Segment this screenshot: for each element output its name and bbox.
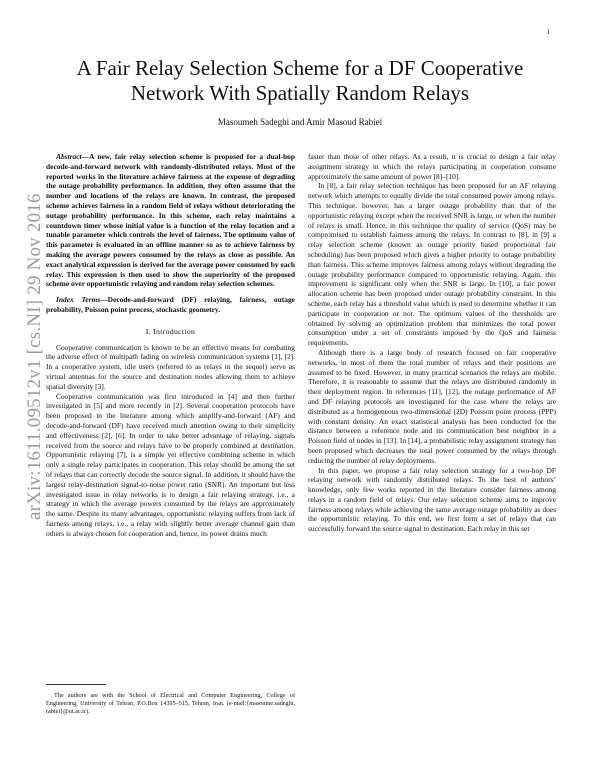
page-number: 1 [546,28,550,36]
footnote [46,692,295,716]
arxiv-identifier: arXiv:1611.09512v1 [cs.NI] 29 Nov 2016 [24,193,45,520]
abstract-label: Abstract [56,152,82,161]
index-terms-text: —Decode-and-forward (DF) relaying, fairness, outage probability, Poisson point process, stochastic geometry. [46,295,295,314]
index-terms [46,295,295,315]
abstract [46,152,295,289]
footnote-text: The authors are with the School of Electrical and Computer Engineering, College of Engineering, University of Tehran, P.O.Box 14395–515, Tehran, Iran. (e-mail:{masoume.sadeghi, rabiei}@ut.ac.ir). [46,692,295,715]
index-terms-label: Index Terms [56,295,101,305]
intro-paragraph-4: Although there is a large body of research focused on fair cooperative networks, in most of them the total number of relays and their positions are assumed to be fixed. However, in many practical scenarios the relays are mobile. Therefore, it is reasonable to assume that the relays are distributed randomly in their deployment region. In references [11], [12], the outage performance of AF and DF relaying protocols are investigated for the case where the relays are distributed as a homogeneous two-dimensional (2D) Poisson point process (PPP) with constant density. An exact statistical analysis has been conducted for the distance between a reference node and its communication best neighbor in a Poisson field of nodes in [13]. In [14], a probabilistic relay assignment strategy has been proposed which decreases the total power consumed by the relays through reducing the number of relay deployments. [308,347,556,465]
intro-paragraph-5: In this paper, we propose a fair relay selection strategy for a two-hop DF relaying network with randomly distributed relays. To the best of authors’ knowledge, only few works reported in the literature consider fairness among relays in a random field of relays. Our relay selection scheme aims to improve fairness among relays while achieving the same average outage probability as does the opportunistic relaying. To this end, we first form a set of relays that can successfully forward the source signal to destination. Each relay in this set [308,465,556,534]
left-column [46,152,295,752]
section-heading-introduction: I. Introduction [145,326,196,336]
author-list: Masoumeh Sadeghi and Amir Masoud Rabiei [217,117,383,127]
intro-paragraph-1: Cooperative communication is known to be an effective means for combating the adverse effect of multipath fading on wireless communication systems [1], [2]. In a cooperative system, idle users (referred to as relays in the sequel) serve as virtual antennas for the source and destination nodes allowing them to achieve spatial diversity [3]. [46,342,295,391]
paper-title: A Fair Relay Selection Scheme for a DF Cooperative Network With Spatially Random Relays [76,56,524,105]
abstract-text: —A new, fair relay selection scheme is proposed for a dual-hop decode-and-forward network with randomly-distributed relays. Most of the reported works in the literature achieve fairness at the expense of degrading the outage probability performance. In addition, they often assume that the number and locations of the relays are known. In contrast, the proposed scheme achieves fairness in a random field of relays without deteriorating the outage probability performance. In this scheme, each relay maintains a countdown timer whose initial value is a function of the relay location and a tunable parameter which controls the level of fairness. The optimum value of this parameter is evaluated in an offline manner so as to achieve fairness by making the average powers consumed by the relays as close as possible. An exact analytical expression is derived for the average power consumed by each relay. This expression is then used to show the superiority of the proposed scheme over opportunistic relaying and random relay selection schemes. [46,152,295,289]
intro-paragraph-2: Cooperative communication was first introduced in [4] and then further investigated in [5] and more recently in [2]. Several cooperation protocols have been proposed in the literature among which amplify-and-forward (AF) and decode-and-forward (DF) have received much attention owing to their simplicity and effectiveness [2], [6]. In order to take better advantage of relaying, signals received from the source and relays have to be properly combined at destination. Opportunistic relaying [7], is a simple yet effective combining scheme in which only a single relay participates in cooperation. This relay should be among the set of relays that can correctly decode the source signal. In addition, it should have the largest relay-destination signal-to-noise power ratio (SNR). An important but less investigated issue in relay networks is to design a fair relaying strategy, i.e., a strategy in which the average powers consumed by the relays are approximately the same. Despite its many advantages, opportunistic relaying suffers from lack of fairness among relays, i.e., a relay with slightly better average channel gain than others is always chosen for cooperation and, hence, its power drains much [46,391,295,538]
intro-paragraph-3: In [8], a fair relay selection technique has been proposed for an AF relaying network which attempts to equally divide the total consumed power among relays. This technique, however, has a larger outage probability than that of the opportunistic relaying except when the received SNR is large, or when the number of relays is small. Hence, in this technique the quality of service (QoS) may be compromised to establish fairness among the relays. In contrast to [8], in [9] a relay selection scheme (known as outage priority based proportional fair scheduling) has been proposed which gives a higher priority to outage probability than fairness. This scheme improves fairness among relays without degrading the outage probability performance compared to opportunistic relaying. Again, this improvement is significant only when the SNR is large. In [10], a fair power allocation scheme has been proposed under outage probability constraint. In this scheme, each relay has a threshold value which is used to determine whether it can participate in cooperation or not. The optimum values of the thresholds are obtained by solving an optimization problem that minimizes the total power consumption under a set of constraints imposed by the QoS and fairness requirements. [308,181,556,348]
right-column [308,152,556,767]
intro-paragraph-continued: faster than those of other relays. As a result, it is crucial to design a fair relay assignment strategy in which the relays participating in cooperation consume approximately the same amount of power [8]–[10]. [308,152,556,181]
footnote-divider [46,684,106,685]
